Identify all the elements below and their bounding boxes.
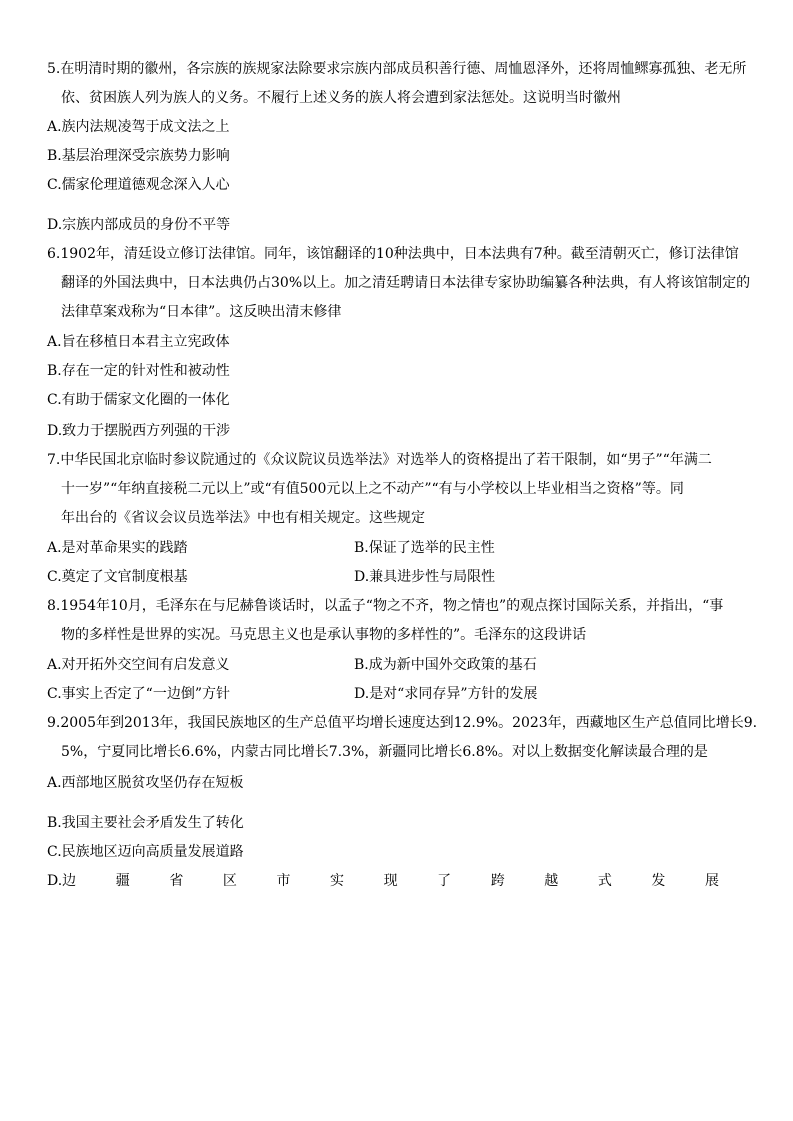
q7-option-a: A.是对革命果实的践踏 xyxy=(47,540,188,556)
q9-option-d-char: 区 xyxy=(222,873,237,889)
q9-option-d-char: 疆 xyxy=(115,873,130,889)
q9-option-d-char: 实 xyxy=(330,873,344,889)
q6-option-d: D.致力于摆脱西方列强的干涉 xyxy=(47,423,231,439)
q5-option-a: A.族内法规凌驾于成文法之上 xyxy=(47,119,230,135)
q6-stem-line-1: 6.1902年，清廷设立修订法律馆。同年，该馆翻译的10种法典中，日本法典有7种。截至清朝灭亡，修订法律馆 xyxy=(47,246,739,262)
q7-option-d: D.兼具进步性与局限性 xyxy=(354,569,496,585)
q8-option-d: D.是对“求同存异”方针的发展 xyxy=(354,686,538,702)
q9-option-d-char: 发 xyxy=(651,873,666,889)
q9-option-d-char: 市 xyxy=(276,873,291,889)
q8-option-b: B.成为新中国外交政策的基石 xyxy=(354,657,537,673)
q9-option-d-char: 省 xyxy=(169,873,184,889)
q5-option-d: D.宗族内部成员的身份不平等 xyxy=(47,217,231,233)
q7-stem-line-2: 十一岁”“年纳直接税二元以上”或“有值500元以上之不动产”“有与小学校以上毕业相当之资格”等。同 xyxy=(61,481,684,497)
q6-option-c: C.有助于儒家文化圈的一体化 xyxy=(47,392,230,408)
q9-option-d-char: D.边 xyxy=(47,873,77,889)
q9-option-a: A.西部地区脱贫攻坚仍存在短板 xyxy=(47,775,244,791)
q8-stem-line-1: 8.1954年10月，毛泽东在与尼赫鲁谈话时，以孟子“物之不齐，物之情也”的观点探讨国际关系，并指出，“事 xyxy=(47,598,724,614)
q9-option-d-char: 现 xyxy=(383,873,398,889)
q9-option-d-char: 跨 xyxy=(490,873,505,889)
q9-option-b: B.我国主要社会矛盾发生了转化 xyxy=(47,815,244,831)
q6-option-b: B.存在一定的针对性和被动性 xyxy=(47,363,230,379)
q5-option-c: C.儒家伦理道德观念深入人心 xyxy=(47,177,230,193)
q8-option-a: A.对开拓外交空间有启发意义 xyxy=(47,657,230,673)
q9-option-d-char: 了 xyxy=(437,873,452,889)
q9-option-c: C.民族地区迈向高质量发展道路 xyxy=(47,844,244,860)
q5-stem-line-2: 依、贫困族人列为族人的义务。不履行上述义务的族人将会遭到家法惩处。这说明当时徽州 xyxy=(61,90,621,106)
q5-stem-line-1: 5.在明清时期的徽州，各宗族的族规家法除要求宗族内部成员积善行德、周恤恩泽外，还将周恤鳏寡孤独、老无所 xyxy=(47,61,747,77)
q7-stem-line-1: 7.中华民国北京临时参议院通过的《众议院议员选举法》对选举人的资格提出了若干限制，如“男子”“年满二 xyxy=(47,452,712,468)
q9-stem-line-1: 9.2005年到2013年，我国民族地区的生产总值平均增长速度达到12.9%。2023年，西藏地区生产总值同比增长9. xyxy=(47,715,758,731)
q8-option-c: C.事实上否定了“一边倒”方针 xyxy=(47,686,230,702)
q7-option-b: B.保证了选举的民主性 xyxy=(354,540,495,556)
q7-stem-line-3: 年出台的《省议会议员选举法》中也有相关规定。这些规定 xyxy=(61,510,425,526)
q9-stem-line-2: 5%，宁夏同比增长6.6%，内蒙古同比增长7.3%，新疆同比增长6.8%。对以上数据变化解读最合理的是 xyxy=(61,744,708,760)
q9-option-d-char: 展 xyxy=(704,873,719,889)
q8-stem-line-2: 物的多样性是世界的实况。马克思主义也是承认事物的多样性的”。毛泽东的这段讲话 xyxy=(61,627,587,643)
q6-option-a: A.旨在移植日本君主立宪政体 xyxy=(47,334,230,350)
q5-option-b: B.基层治理深受宗族势力影响 xyxy=(47,148,230,164)
q6-stem-line-2: 翻译的外国法典中，日本法典仍占30%以上。加之清廷聘请日本法律专家协助编纂各种法典，有人将该馆制定的 xyxy=(61,275,751,291)
q6-stem-line-3: 法律草案戏称为“日本律”。这反映出清末修律 xyxy=(61,304,342,320)
q7-option-c: C.奠定了文官制度根基 xyxy=(47,569,188,585)
q9-option-d xyxy=(47,871,719,891)
q9-option-d-char: 式 xyxy=(597,873,612,889)
q9-option-d-char: 越 xyxy=(544,873,559,889)
